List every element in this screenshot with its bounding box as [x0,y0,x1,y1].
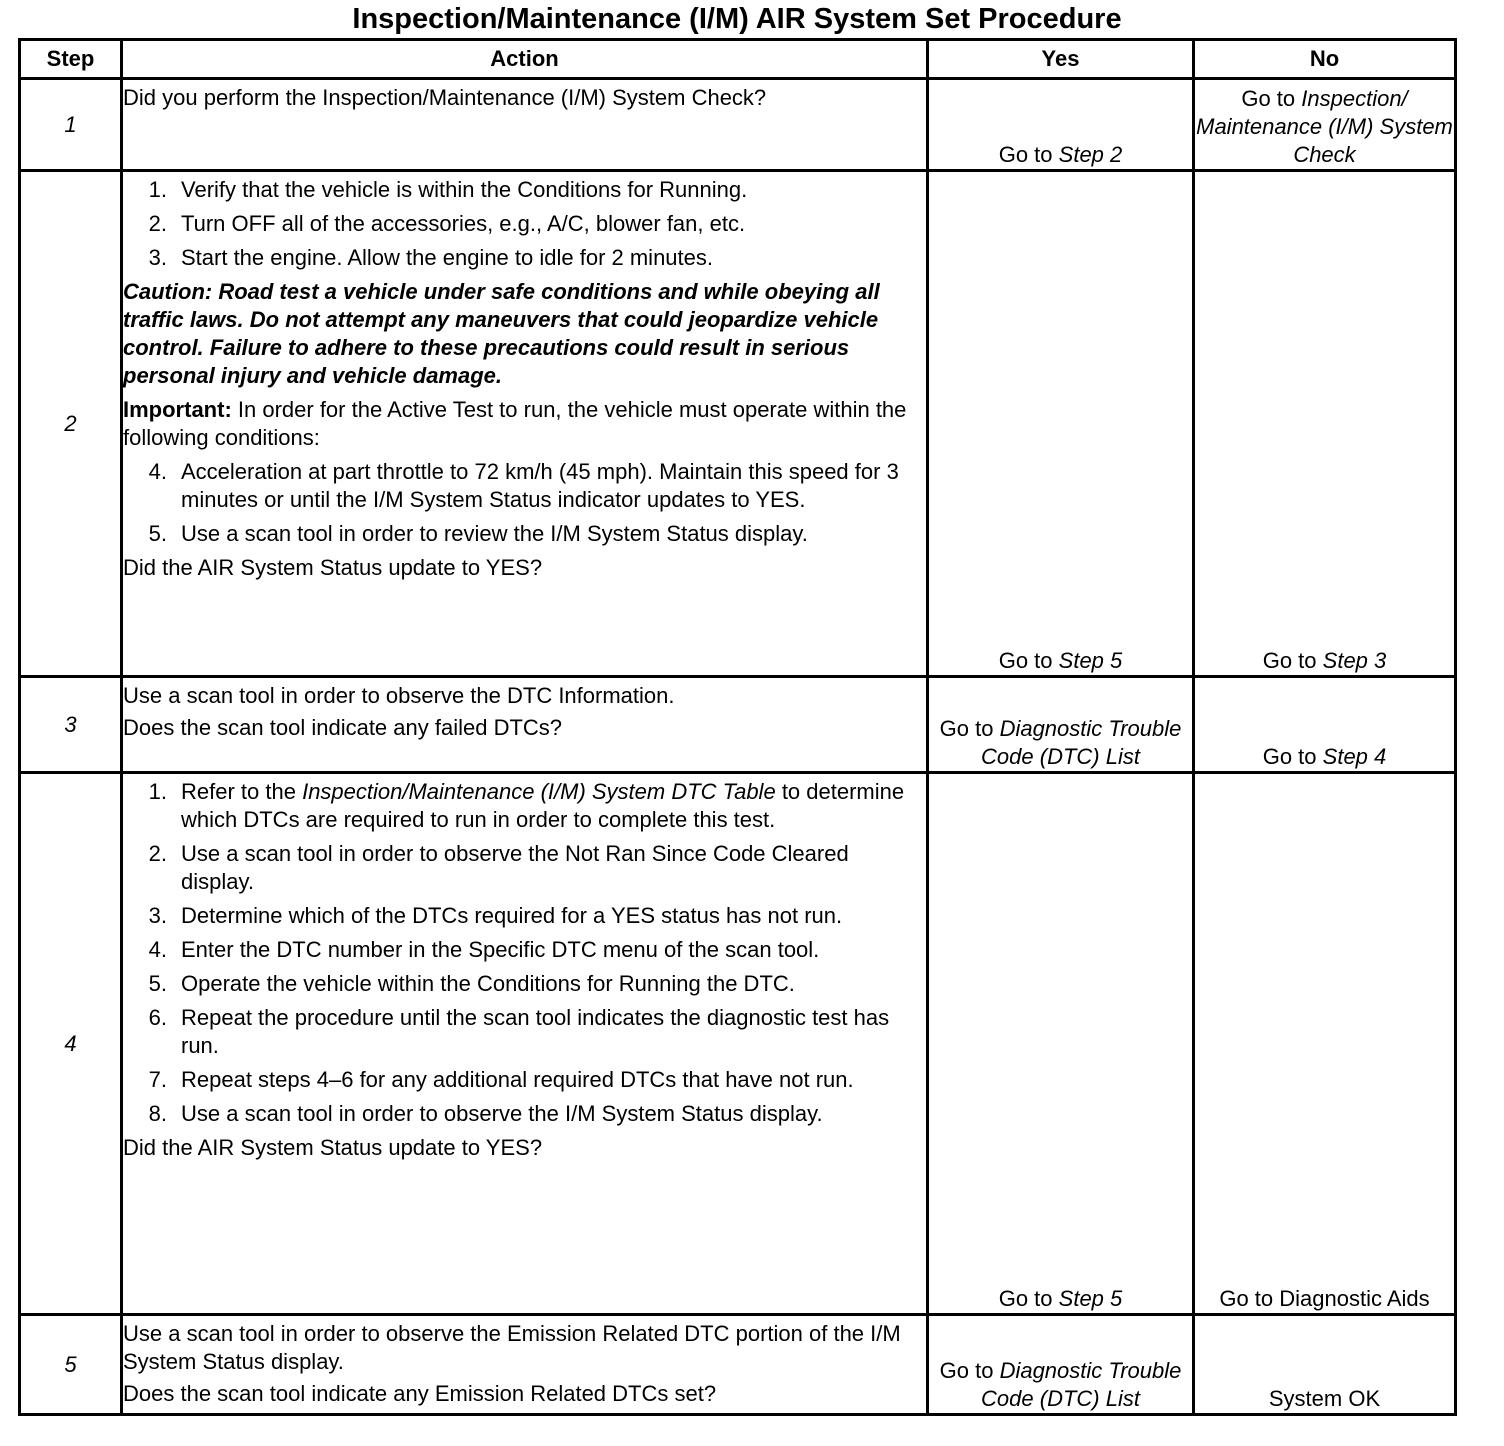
question: Did the AIR System Status update to YES? [123,1135,543,1160]
list-item: 4. Enter the DTC number in the Specific DTC menu of the scan tool. [148,937,820,962]
list-item: 2. Use a scan tool in order to observe the Not Ran Since Code Cleared display. [148,841,849,894]
yes-link[interactable]: Diagnostic Trouble Code (DTC) List [981,716,1182,769]
page-title: Inspection/Maintenance (I/M) AIR System Set Procedure [352,3,1122,35]
action-list [123,176,926,272]
action-cell [122,79,928,171]
header-yes: Yes [928,40,1194,79]
question: Did the AIR System Status update to YES? [123,555,543,580]
caution-note: Caution: Road test a vehicle under safe conditions and while obeying all traffic laws. Do not attempt any maneuvers that could jeopardize vehicle control. Failure to adhere to these precautions could result in serious personal injury and vehicle damage. [123,279,880,388]
important-note [123,396,926,452]
no-cell[interactable] [1194,773,1456,1315]
list-item: 3. Start the engine. Allow the engine to idle for 2 minutes. [148,245,713,270]
no-link[interactable]: Inspection/ Maintenance (I/M) System Check [1196,86,1453,167]
yes-link[interactable]: Diagnostic Trouble Code (DTC) List [981,1358,1182,1411]
yes-link[interactable]: Step 5 [1058,648,1123,673]
table-row [20,1315,1456,1415]
action-cell [122,171,928,677]
step-number: 1 [20,79,122,171]
step-number: 3 [20,677,122,773]
list-item: 6. Repeat the procedure until the scan tool indicates the diagnostic test has run. [148,1005,890,1058]
list-item: 7. Repeat steps 4–6 for any additional required DTCs that have not run. [148,1067,854,1092]
list-item: 2. Turn OFF all of the accessories, e.g., A/C, blower fan, etc. [148,211,746,236]
action-text: Use a scan tool in order to observe the Emission Related DTC portion of the I/M System Status display. [123,1321,901,1374]
no-prefix: Go to [1262,648,1317,673]
action-text: Use a scan tool in order to observe the DTC Information. [123,683,675,708]
yes-prefix: Go to [998,648,1053,673]
yes-cell[interactable] [928,773,1194,1315]
header-no: No [1194,40,1456,79]
procedure-table [18,38,1457,1416]
yes-prefix: Go to [939,716,994,741]
important-text: In order for the Active Test to run, the vehicle must operate within the following conditions: [123,397,907,450]
action-cell [122,773,928,1315]
no-prefix: Go to [1262,744,1317,769]
action-cell [122,677,928,773]
no-link[interactable]: Step 3 [1322,648,1387,673]
no-link[interactable]: Step 4 [1322,744,1387,769]
action-list [123,778,926,1128]
step-number: 2 [20,171,122,677]
list-item: 4. Acceleration at part throttle to 72 km/h (45 mph). Maintain this speed for 3 minutes or until the I/M System Status indicator updates to YES. [148,459,899,512]
question: Did you perform the Inspection/Maintenance (I/M) System Check? [123,85,767,110]
header-action: Action [122,40,928,79]
action-cell [122,1315,928,1415]
question: Does the scan tool indicate any Emission Related DTCs set? [123,1381,717,1406]
step-number: 4 [20,773,122,1315]
step-number: 5 [20,1315,122,1415]
no-cell[interactable] [1194,79,1456,171]
list-item: 5. Use a scan tool in order to review the I/M System Status display. [148,521,808,546]
table-row [20,677,1456,773]
dtc-table-reference[interactable]: Inspection/Maintenance (I/M) System DTC Table [302,779,776,804]
list-item: 1. Refer to the Inspection/Maintenance (I/M) System DTC Table to determine which DTCs are required to run in order to complete this test. [148,779,905,832]
yes-cell[interactable] [928,1315,1194,1415]
yes-link[interactable]: Step 2 [1058,142,1123,167]
action-list [123,458,926,548]
no-link[interactable]: Go to Diagnostic Aids [1219,1286,1430,1311]
header-row [20,40,1456,79]
yes-prefix: Go to [998,1286,1053,1311]
result-text: System OK [1268,1386,1381,1411]
header-step: Step [20,40,122,79]
table-row [20,79,1456,171]
question: Does the scan tool indicate any failed DTCs? [123,715,563,740]
yes-link[interactable]: Step 5 [1058,1286,1123,1311]
list-item: 5. Operate the vehicle within the Conditions for Running the DTC. [148,971,795,996]
important-label: Important: [123,397,232,422]
yes-prefix: Go to [939,1358,994,1383]
no-prefix: Go to [1241,86,1296,111]
no-cell[interactable] [1194,677,1456,773]
yes-prefix: Go to [998,142,1053,167]
list-item: 1. Verify that the vehicle is within the Conditions for Running. [148,177,748,202]
list-item: 3. Determine which of the DTCs required for a YES status has not run. [148,903,843,928]
table-row [20,171,1456,677]
no-cell [1194,1315,1456,1415]
yes-cell[interactable] [928,171,1194,677]
no-cell[interactable] [1194,171,1456,677]
yes-cell[interactable] [928,79,1194,171]
list-item: 8. Use a scan tool in order to observe the I/M System Status display. [148,1101,823,1126]
yes-cell[interactable] [928,677,1194,773]
table-row [20,773,1456,1315]
